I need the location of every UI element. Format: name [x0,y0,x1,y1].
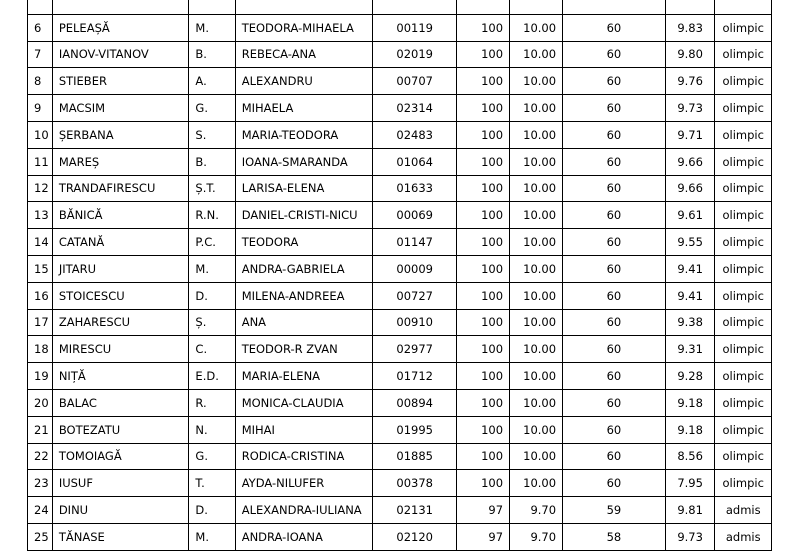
cell-first-name: ALEXANDRU [235,68,373,95]
cell-last-name: ZAHARESCU [52,309,189,336]
cell-score: 100 [456,282,509,309]
cell-average: 9.81 [665,497,715,524]
cell-first-name: MIHAI [235,416,373,443]
cell-score-2: 60 [563,255,666,282]
cell-first-name: MONICA-CLAUDIA [235,389,373,416]
cell-code: 02977 [373,336,457,363]
cell-score-2: 60 [563,175,666,202]
cell-score: 100 [456,202,509,229]
cell-average: 9.76 [665,68,715,95]
cell-average: 9.18 [665,389,715,416]
cell-score-2 [563,0,666,14]
cell-average: 9.61 [665,202,715,229]
table-row [28,202,772,229]
cell-first-name: RODICA-CRISTINA [235,443,373,470]
cell-grade [510,0,563,14]
cell-nr: 25 [28,523,53,550]
cell-score: 100 [456,175,509,202]
table-row [28,309,772,336]
cell-nr: 14 [28,229,53,256]
cell-score: 97 [456,497,509,524]
table-row [28,0,772,14]
cell-score: 100 [456,14,509,41]
cell-status: olimpic [715,470,772,497]
table-row [28,389,772,416]
table-row [28,148,772,175]
table-row [28,336,772,363]
cell-first-name: MARIA-ELENA [235,363,373,390]
cell-last-name: DINU [52,497,189,524]
cell-average: 9.41 [665,255,715,282]
cell-last-name: IANOV-VITANOV [52,41,189,68]
cell-first-name: TEODORA [235,229,373,256]
cell-average [665,0,715,14]
cell-last-name: BALAC [52,389,189,416]
cell-average: 8.56 [665,443,715,470]
cell-score: 100 [456,336,509,363]
cell-first-name [235,0,373,14]
cell-grade: 10.00 [510,229,563,256]
cell-score-2: 60 [563,229,666,256]
cell-average: 7.95 [665,470,715,497]
cell-status: olimpic [715,95,772,122]
cell-score: 100 [456,309,509,336]
cell-first-name: ANA [235,309,373,336]
cell-last-name: PELEAȘĂ [52,14,189,41]
cell-code: 00910 [373,309,457,336]
cell-average: 9.28 [665,363,715,390]
cell-grade: 10.00 [510,175,563,202]
cell-nr: 18 [28,336,53,363]
cell-nr: 12 [28,175,53,202]
cell-initial: Ș. [189,309,235,336]
cell-score-2: 60 [563,443,666,470]
table-row [28,416,772,443]
cell-last-name: NIȚĂ [52,363,189,390]
cell-initial: P.C. [189,229,235,256]
cell-last-name: CATANĂ [52,229,189,256]
cell-last-name: BĂNICĂ [52,202,189,229]
cell-first-name: MIHAELA [235,95,373,122]
cell-score-2: 60 [563,389,666,416]
cell-grade: 10.00 [510,389,563,416]
cell-status: olimpic [715,416,772,443]
cell-first-name: LARISA-ELENA [235,175,373,202]
cell-grade: 10.00 [510,470,563,497]
cell-nr [28,0,53,14]
cell-grade: 10.00 [510,282,563,309]
cell-average: 9.71 [665,121,715,148]
table-row [28,229,772,256]
cell-score [456,0,509,14]
cell-score-2: 60 [563,121,666,148]
cell-score: 100 [456,121,509,148]
cell-code: 02483 [373,121,457,148]
cell-grade: 10.00 [510,336,563,363]
cell-score-2: 60 [563,470,666,497]
cell-score-2: 60 [563,336,666,363]
cell-average: 9.73 [665,95,715,122]
cell-code: 00119 [373,14,457,41]
cell-initial: G. [189,95,235,122]
cell-nr: 8 [28,68,53,95]
cell-last-name: STIEBER [52,68,189,95]
cell-initial: M. [189,255,235,282]
cell-last-name: BOTEZATU [52,416,189,443]
cell-last-name: TOMOIAGĂ [52,443,189,470]
cell-nr: 23 [28,470,53,497]
cell-last-name: MAREȘ [52,148,189,175]
cell-code: 01147 [373,229,457,256]
cell-code: 00378 [373,470,457,497]
cell-last-name: ȘERBANA [52,121,189,148]
table-row [28,121,772,148]
cell-grade: 10.00 [510,309,563,336]
results-table [27,0,772,551]
cell-status: olimpic [715,443,772,470]
cell-code: 00707 [373,68,457,95]
cell-first-name: REBECA-ANA [235,41,373,68]
cell-grade: 9.70 [510,523,563,550]
cell-score: 100 [456,255,509,282]
cell-code: 00894 [373,389,457,416]
cell-initial: R. [189,389,235,416]
cell-score-2: 60 [563,41,666,68]
cell-status: olimpic [715,175,772,202]
cell-average: 9.38 [665,309,715,336]
cell-grade: 10.00 [510,41,563,68]
cell-last-name: STOICESCU [52,282,189,309]
cell-code: 00009 [373,255,457,282]
cell-average: 9.66 [665,148,715,175]
cell-nr: 20 [28,389,53,416]
cell-grade: 10.00 [510,95,563,122]
cell-grade: 10.00 [510,255,563,282]
cell-initial: B. [189,41,235,68]
cell-nr: 22 [28,443,53,470]
cell-score: 100 [456,229,509,256]
cell-status: olimpic [715,255,772,282]
cell-status: olimpic [715,14,772,41]
cell-average: 9.55 [665,229,715,256]
cell-status: admis [715,497,772,524]
cell-status: olimpic [715,148,772,175]
cell-initial: D. [189,282,235,309]
cell-nr: 7 [28,41,53,68]
cell-first-name: ANDRA-GABRIELA [235,255,373,282]
table-row [28,14,772,41]
cell-status: olimpic [715,336,772,363]
cell-grade: 10.00 [510,14,563,41]
cell-grade: 10.00 [510,121,563,148]
cell-initial: E.D. [189,363,235,390]
cell-initial: Ș.T. [189,175,235,202]
cell-code: 00069 [373,202,457,229]
cell-score: 100 [456,148,509,175]
cell-status: olimpic [715,282,772,309]
cell-code [373,0,457,14]
cell-code: 01064 [373,148,457,175]
table-row [28,443,772,470]
cell-first-name: DANIEL-CRISTI-NICU [235,202,373,229]
cell-grade: 10.00 [510,202,563,229]
cell-average: 9.73 [665,523,715,550]
cell-score: 100 [456,68,509,95]
cell-nr: 24 [28,497,53,524]
cell-code: 01995 [373,416,457,443]
cell-score-2: 59 [563,497,666,524]
cell-status: olimpic [715,68,772,95]
cell-initial: M. [189,523,235,550]
table-row [28,497,772,524]
cell-score: 97 [456,523,509,550]
cell-average: 9.83 [665,14,715,41]
cell-nr: 19 [28,363,53,390]
cell-nr: 16 [28,282,53,309]
cell-average: 9.41 [665,282,715,309]
cell-code: 02019 [373,41,457,68]
cell-first-name: AYDA-NILUFER [235,470,373,497]
cell-score-2: 58 [563,523,666,550]
cell-code: 02131 [373,497,457,524]
cell-initial: A. [189,68,235,95]
table-row [28,363,772,390]
cell-score: 100 [456,416,509,443]
cell-grade: 10.00 [510,416,563,443]
cell-nr: 9 [28,95,53,122]
cell-score-2: 60 [563,68,666,95]
cell-nr: 10 [28,121,53,148]
cell-grade: 10.00 [510,443,563,470]
cell-initial: D. [189,497,235,524]
cell-grade: 9.70 [510,497,563,524]
cell-grade: 10.00 [510,68,563,95]
cell-last-name: MIRESCU [52,336,189,363]
cell-score-2: 60 [563,202,666,229]
cell-nr: 6 [28,14,53,41]
cell-score: 100 [456,41,509,68]
cell-last-name [52,0,189,14]
cell-code: 01633 [373,175,457,202]
cell-first-name: MARIA-TEODORA [235,121,373,148]
cell-score-2: 60 [563,363,666,390]
cell-nr: 11 [28,148,53,175]
cell-score-2: 60 [563,416,666,443]
cell-grade: 10.00 [510,363,563,390]
table-row [28,95,772,122]
cell-code: 01712 [373,363,457,390]
cell-score-2: 60 [563,309,666,336]
table-row [28,41,772,68]
cell-initial: S. [189,121,235,148]
cell-nr: 15 [28,255,53,282]
cell-initial [189,0,235,14]
cell-score: 100 [456,470,509,497]
table-row [28,470,772,497]
cell-score: 100 [456,389,509,416]
cell-initial: R.N. [189,202,235,229]
cell-score-2: 60 [563,148,666,175]
cell-initial: B. [189,148,235,175]
cell-average: 9.80 [665,41,715,68]
cell-first-name: TEODORA-MIHAELA [235,14,373,41]
cell-first-name: ALEXANDRA-IULIANA [235,497,373,524]
table-row [28,523,772,550]
table-row [28,255,772,282]
cell-initial: C. [189,336,235,363]
cell-score-2: 60 [563,14,666,41]
cell-first-name: ANDRA-IOANA [235,523,373,550]
cell-nr: 17 [28,309,53,336]
cell-initial: M. [189,14,235,41]
cell-score: 100 [456,363,509,390]
cell-average: 9.66 [665,175,715,202]
cell-last-name: TĂNASE [52,523,189,550]
cell-score: 100 [456,443,509,470]
cell-last-name: MACSIM [52,95,189,122]
cell-code: 01885 [373,443,457,470]
cell-nr: 21 [28,416,53,443]
cell-grade: 10.00 [510,148,563,175]
table-row [28,68,772,95]
cell-status: admis [715,523,772,550]
cell-first-name: MILENA-ANDREEA [235,282,373,309]
results-table-body [28,0,772,550]
cell-code: 00727 [373,282,457,309]
cell-average: 9.31 [665,336,715,363]
cell-score-2: 60 [563,282,666,309]
cell-status: olimpic [715,389,772,416]
cell-initial: T. [189,470,235,497]
cell-nr: 13 [28,202,53,229]
cell-status: olimpic [715,229,772,256]
cell-score: 100 [456,95,509,122]
cell-average: 9.18 [665,416,715,443]
cell-status [715,0,772,14]
cell-score-2: 60 [563,95,666,122]
cell-status: olimpic [715,121,772,148]
cell-code: 02120 [373,523,457,550]
cell-code: 02314 [373,95,457,122]
cell-initial: N. [189,416,235,443]
table-row [28,175,772,202]
cell-initial: G. [189,443,235,470]
cell-first-name: IOANA-SMARANDA [235,148,373,175]
cell-status: olimpic [715,202,772,229]
cell-last-name: TRANDAFIRESCU [52,175,189,202]
cell-last-name: JITARU [52,255,189,282]
cell-status: olimpic [715,309,772,336]
cell-first-name: TEODOR-R ZVAN [235,336,373,363]
cell-status: olimpic [715,41,772,68]
cell-status: olimpic [715,363,772,390]
cell-last-name: IUSUF [52,470,189,497]
table-row [28,282,772,309]
